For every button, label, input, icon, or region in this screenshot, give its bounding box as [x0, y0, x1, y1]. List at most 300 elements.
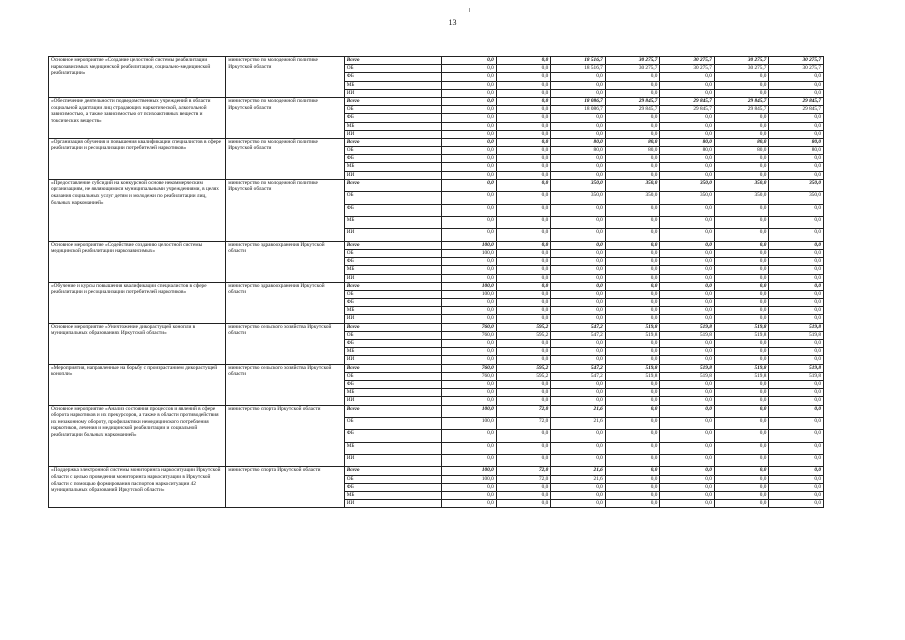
amount-cell: 350,0 — [714, 192, 769, 204]
amount-cell: 0,0 — [714, 315, 769, 323]
amount-cell: 0,0 — [496, 282, 551, 290]
amount-cell: 0,0 — [496, 138, 551, 146]
amount-cell: 80,0 — [714, 138, 769, 146]
funding-source-cell: ФБ — [344, 73, 442, 81]
amount-cell: 30 275,7 — [605, 57, 660, 65]
amount-cell: 0,0 — [496, 455, 551, 467]
amount-cell: 0,0 — [769, 405, 824, 417]
amount-cell: 350,0 — [551, 192, 606, 204]
amount-cell: 0,0 — [496, 106, 551, 114]
amount-cell: 72,0 — [496, 405, 551, 417]
amount-cell: 519,8 — [714, 331, 769, 339]
amount-cell: 0,0 — [714, 163, 769, 171]
amount-cell: 0,0 — [496, 216, 551, 228]
amount-cell: 0,0 — [605, 290, 660, 298]
page-number: 13 — [448, 18, 457, 27]
amount-cell: 0,0 — [442, 397, 497, 405]
amount-cell: 0,0 — [605, 114, 660, 122]
amount-cell: 0,0 — [660, 389, 715, 397]
amount-cell: 0,0 — [442, 340, 497, 348]
table-row — [49, 467, 824, 475]
amount-cell: 0,0 — [605, 171, 660, 179]
amount-cell: 0,0 — [660, 467, 715, 475]
funding-source-cell: ИИ — [344, 89, 442, 97]
amount-cell: 30 275,7 — [660, 57, 715, 65]
amount-cell: 0,0 — [442, 299, 497, 307]
amount-cell: 0,0 — [660, 258, 715, 266]
funding-source-cell: ИИ — [344, 500, 442, 508]
amount-cell: 0,0 — [714, 73, 769, 81]
amount-cell: 29 845,7 — [769, 106, 824, 114]
amount-cell: 0,0 — [496, 315, 551, 323]
amount-cell: 0,0 — [442, 65, 497, 73]
table-row — [49, 138, 824, 146]
amount-cell: 0,0 — [769, 258, 824, 266]
amount-cell: 21,6 — [551, 417, 606, 429]
amount-cell: 0,0 — [551, 500, 606, 508]
amount-cell: 519,8 — [660, 364, 715, 372]
amount-cell: 0,0 — [714, 467, 769, 475]
amount-cell: 595,2 — [496, 323, 551, 331]
amount-cell: 0,0 — [660, 380, 715, 388]
amount-cell: 0,0 — [605, 492, 660, 500]
funding-source-cell: ИИ — [344, 274, 442, 282]
amount-cell: 0,0 — [714, 89, 769, 97]
amount-cell: 100,0 — [442, 405, 497, 417]
funding-source-cell: ОБ — [344, 331, 442, 339]
amount-cell: 0,0 — [442, 348, 497, 356]
amount-cell: 595,2 — [496, 364, 551, 372]
funding-source-cell: ФБ — [344, 483, 442, 491]
amount-cell: 350,0 — [605, 179, 660, 191]
amount-cell: 0,0 — [605, 258, 660, 266]
amount-cell: 0,0 — [605, 307, 660, 315]
amount-cell: 0,0 — [714, 397, 769, 405]
amount-cell: 29 845,7 — [605, 97, 660, 105]
amount-cell: 519,8 — [660, 323, 715, 331]
amount-cell: 29 845,7 — [714, 106, 769, 114]
event-name-cell: Основное мероприятие «Уничтожение дикорастущей конопли в муниципальных образованиях Иркутской области» — [49, 323, 226, 364]
funding-source-cell: Всего — [344, 179, 442, 191]
amount-cell: 0,0 — [605, 356, 660, 364]
amount-cell: 0,0 — [769, 73, 824, 81]
amount-cell: 0,0 — [769, 204, 824, 216]
amount-cell: 0,0 — [551, 397, 606, 405]
amount-cell: 29 845,7 — [714, 97, 769, 105]
amount-cell: 0,0 — [714, 475, 769, 483]
funding-source-cell: ИИ — [344, 356, 442, 364]
funding-source-cell: Всего — [344, 241, 442, 249]
amount-cell: 519,8 — [660, 331, 715, 339]
amount-cell: 0,0 — [496, 192, 551, 204]
funding-source-cell: ОБ — [344, 372, 442, 380]
amount-cell: 0,0 — [551, 155, 606, 163]
amount-cell: 0,0 — [714, 282, 769, 290]
amount-cell: 0,0 — [714, 389, 769, 397]
amount-cell: 0,0 — [660, 442, 715, 454]
funding-source-cell: ОБ — [344, 417, 442, 429]
funding-source-cell: МБ — [344, 442, 442, 454]
amount-cell: 350,0 — [551, 179, 606, 191]
funding-source-cell: МБ — [344, 122, 442, 130]
amount-cell: 0,0 — [605, 389, 660, 397]
table-row — [49, 57, 824, 65]
amount-cell: 350,0 — [769, 192, 824, 204]
amount-cell: 30 275,7 — [714, 65, 769, 73]
amount-cell: 0,0 — [551, 282, 606, 290]
amount-cell: 0,0 — [605, 417, 660, 429]
executor-cell: министерство спорта Иркутской области — [226, 405, 345, 467]
amount-cell: 0,0 — [442, 122, 497, 130]
amount-cell: 760,0 — [442, 364, 497, 372]
amount-cell: 0,0 — [496, 130, 551, 138]
amount-cell: 0,0 — [660, 114, 715, 122]
amount-cell: 0,0 — [551, 171, 606, 179]
amount-cell: 0,0 — [714, 122, 769, 130]
table-row — [49, 97, 824, 105]
amount-cell: 0,0 — [496, 155, 551, 163]
amount-cell: 0,0 — [605, 348, 660, 356]
executor-cell: министерство по молодежной политике Иркутской области — [226, 97, 345, 138]
amount-cell: 0,0 — [605, 430, 660, 442]
amount-cell: 0,0 — [660, 397, 715, 405]
amount-cell: 0,0 — [442, 89, 497, 97]
amount-cell: 0,0 — [496, 442, 551, 454]
funding-source-cell: Всего — [344, 138, 442, 146]
amount-cell: 0,0 — [769, 290, 824, 298]
amount-cell: 0,0 — [442, 163, 497, 171]
amount-cell: 0,0 — [442, 114, 497, 122]
amount-cell: 0,0 — [551, 229, 606, 241]
amount-cell: 0,0 — [714, 405, 769, 417]
amount-cell: 0,0 — [769, 216, 824, 228]
amount-cell: 0,0 — [551, 216, 606, 228]
amount-cell: 72,0 — [496, 475, 551, 483]
amount-cell: 0,0 — [605, 500, 660, 508]
amount-cell: 0,0 — [551, 81, 606, 89]
funding-source-cell: ИИ — [344, 455, 442, 467]
amount-cell: 0,0 — [442, 216, 497, 228]
amount-cell: 519,8 — [605, 364, 660, 372]
amount-cell: 0,0 — [551, 122, 606, 130]
funding-source-cell: ФБ — [344, 114, 442, 122]
amount-cell: 0,0 — [605, 397, 660, 405]
amount-cell: 18 086,7 — [551, 97, 606, 105]
amount-cell: 72,0 — [496, 467, 551, 475]
amount-cell: 0,0 — [496, 65, 551, 73]
amount-cell: 0,0 — [660, 229, 715, 241]
amount-cell: 0,0 — [551, 241, 606, 249]
amount-cell: 0,0 — [714, 430, 769, 442]
amount-cell: 0,0 — [496, 492, 551, 500]
amount-cell: 760,0 — [442, 331, 497, 339]
amount-cell: 0,0 — [442, 442, 497, 454]
amount-cell: 0,0 — [442, 455, 497, 467]
amount-cell: 0,0 — [551, 114, 606, 122]
amount-cell: 0,0 — [660, 266, 715, 274]
funding-source-cell: ФБ — [344, 155, 442, 163]
amount-cell: 0,0 — [660, 274, 715, 282]
amount-cell: 30 275,7 — [660, 65, 715, 73]
amount-cell: 0,0 — [605, 299, 660, 307]
amount-cell: 547,2 — [551, 364, 606, 372]
amount-cell: 0,0 — [496, 389, 551, 397]
amount-cell: 0,0 — [605, 475, 660, 483]
amount-cell: 18 516,7 — [551, 65, 606, 73]
amount-cell: 0,0 — [714, 274, 769, 282]
amount-cell: 0,0 — [769, 348, 824, 356]
amount-cell: 0,0 — [551, 204, 606, 216]
amount-cell: 0,0 — [551, 442, 606, 454]
amount-cell: 0,0 — [660, 73, 715, 81]
amount-cell: 0,0 — [442, 57, 497, 65]
executor-cell: министерство спорта Иркутской области — [226, 467, 345, 508]
amount-cell: 0,0 — [660, 315, 715, 323]
amount-cell: 100,0 — [442, 282, 497, 290]
amount-cell: 0,0 — [442, 380, 497, 388]
executor-cell: министерство сельского хозяйства Иркутской области — [226, 364, 345, 405]
amount-cell: 0,0 — [442, 500, 497, 508]
amount-cell: 0,0 — [769, 274, 824, 282]
amount-cell: 760,0 — [442, 323, 497, 331]
amount-cell: 0,0 — [551, 290, 606, 298]
amount-cell: 519,8 — [605, 323, 660, 331]
amount-cell: 0,0 — [660, 282, 715, 290]
amount-cell: 0,0 — [551, 389, 606, 397]
amount-cell: 0,0 — [551, 266, 606, 274]
amount-cell: 0,0 — [769, 417, 824, 429]
funding-source-cell: ИИ — [344, 397, 442, 405]
amount-cell: 0,0 — [496, 163, 551, 171]
amount-cell: 0,0 — [769, 114, 824, 122]
amount-cell: 0,0 — [714, 241, 769, 249]
amount-cell: 519,8 — [714, 372, 769, 380]
amount-cell: 0,0 — [496, 179, 551, 191]
amount-cell: 0,0 — [714, 216, 769, 228]
executor-cell: министерство по молодежной политике Иркутской области — [226, 138, 345, 179]
funding-source-cell: МБ — [344, 163, 442, 171]
amount-cell: 0,0 — [714, 229, 769, 241]
amount-cell: 18 516,7 — [551, 57, 606, 65]
financing-table-body — [49, 57, 824, 508]
amount-cell: 0,0 — [551, 274, 606, 282]
amount-cell: 0,0 — [605, 340, 660, 348]
amount-cell: 100,0 — [442, 475, 497, 483]
amount-cell: 0,0 — [769, 397, 824, 405]
amount-cell: 0,0 — [496, 89, 551, 97]
amount-cell: 0,0 — [442, 356, 497, 364]
funding-source-cell: Всего — [344, 467, 442, 475]
amount-cell: 519,8 — [714, 323, 769, 331]
event-name-cell: «Организация обучения и повышения квалификации специалистов в сфере реабилитации и ресоциализации потребителей наркотиков» — [49, 138, 226, 179]
funding-source-cell: ОБ — [344, 65, 442, 73]
amount-cell: 0,0 — [551, 483, 606, 491]
amount-cell: 0,0 — [605, 274, 660, 282]
event-name-cell: «Мероприятия, направленные на борьбу с произрастанием дикорастущей конопли» — [49, 364, 226, 405]
funding-source-cell: МБ — [344, 389, 442, 397]
funding-source-cell: ИИ — [344, 315, 442, 323]
amount-cell: 0,0 — [714, 340, 769, 348]
amount-cell: 0,0 — [660, 130, 715, 138]
amount-cell: 0,0 — [660, 483, 715, 491]
amount-cell: 0,0 — [769, 315, 824, 323]
funding-source-cell: Всего — [344, 282, 442, 290]
amount-cell: 0,0 — [442, 73, 497, 81]
amount-cell: 0,0 — [769, 81, 824, 89]
amount-cell: 80,0 — [769, 138, 824, 146]
amount-cell: 0,0 — [660, 241, 715, 249]
amount-cell: 0,0 — [769, 171, 824, 179]
amount-cell: 29 845,7 — [660, 106, 715, 114]
amount-cell: 0,0 — [660, 500, 715, 508]
amount-cell: 0,0 — [714, 155, 769, 163]
amount-cell: 0,0 — [496, 122, 551, 130]
table-row — [49, 323, 824, 331]
amount-cell: 0,0 — [660, 348, 715, 356]
amount-cell: 0,0 — [660, 155, 715, 163]
funding-source-cell: Всего — [344, 97, 442, 105]
funding-source-cell: ФБ — [344, 299, 442, 307]
amount-cell: 0,0 — [714, 442, 769, 454]
amount-cell: 0,0 — [442, 171, 497, 179]
amount-cell: 0,0 — [496, 73, 551, 81]
amount-cell: 0,0 — [551, 89, 606, 97]
amount-cell: 0,0 — [714, 455, 769, 467]
amount-cell: 0,0 — [496, 274, 551, 282]
funding-source-cell: МБ — [344, 81, 442, 89]
amount-cell: 0,0 — [605, 155, 660, 163]
funding-source-cell: МБ — [344, 266, 442, 274]
amount-cell: 0,0 — [605, 249, 660, 257]
amount-cell: 0,0 — [496, 380, 551, 388]
amount-cell: 0,0 — [769, 389, 824, 397]
amount-cell: 72,0 — [496, 417, 551, 429]
funding-source-cell: МБ — [344, 492, 442, 500]
amount-cell: 0,0 — [769, 282, 824, 290]
amount-cell: 30 275,7 — [769, 57, 824, 65]
amount-cell: 350,0 — [660, 179, 715, 191]
amount-cell: 0,0 — [442, 307, 497, 315]
amount-cell: 0,0 — [769, 442, 824, 454]
funding-source-cell: Всего — [344, 57, 442, 65]
amount-cell: 0,0 — [769, 356, 824, 364]
amount-cell: 0,0 — [551, 163, 606, 171]
amount-cell: 547,2 — [551, 331, 606, 339]
amount-cell: 29 845,7 — [660, 97, 715, 105]
amount-cell: 0,0 — [605, 241, 660, 249]
amount-cell: 0,0 — [496, 114, 551, 122]
amount-cell: 0,0 — [442, 97, 497, 105]
amount-cell: 29 845,7 — [769, 97, 824, 105]
amount-cell: 80,0 — [605, 147, 660, 155]
amount-cell: 0,0 — [496, 171, 551, 179]
amount-cell: 0,0 — [496, 57, 551, 65]
table-row — [49, 241, 824, 249]
amount-cell: 0,0 — [605, 380, 660, 388]
amount-cell: 0,0 — [769, 500, 824, 508]
table-row — [49, 179, 824, 191]
funding-source-cell: ОБ — [344, 249, 442, 257]
event-name-cell: «Обеспечение деятельности подведомственных учреждений в области социальной адаптации лиц страдающих наркотической, алкогольной зависимостью, а также зависимостью от психоактивных веществ и токсических веществ» — [49, 97, 226, 138]
funding-source-cell: ИИ — [344, 171, 442, 179]
amount-cell: 0,0 — [714, 130, 769, 138]
amount-cell: 0,0 — [769, 455, 824, 467]
amount-cell: 0,0 — [714, 258, 769, 266]
funding-source-cell: Всего — [344, 364, 442, 372]
amount-cell: 0,0 — [551, 380, 606, 388]
amount-cell: 0,0 — [660, 81, 715, 89]
amount-cell: 0,0 — [496, 249, 551, 257]
amount-cell: 0,0 — [442, 266, 497, 274]
amount-cell: 0,0 — [714, 171, 769, 179]
amount-cell: 0,0 — [660, 475, 715, 483]
amount-cell: 0,0 — [660, 430, 715, 442]
amount-cell: 0,0 — [605, 73, 660, 81]
amount-cell: 0,0 — [442, 179, 497, 191]
amount-cell: 0,0 — [496, 266, 551, 274]
amount-cell: 0,0 — [660, 163, 715, 171]
amount-cell: 595,2 — [496, 372, 551, 380]
table-row — [49, 405, 824, 417]
amount-cell: 0,0 — [714, 492, 769, 500]
table-row — [49, 364, 824, 372]
amount-cell: 30 275,7 — [714, 57, 769, 65]
amount-cell: 519,8 — [660, 372, 715, 380]
amount-cell: 0,0 — [605, 229, 660, 241]
amount-cell: 0,0 — [442, 155, 497, 163]
amount-cell: 0,0 — [442, 315, 497, 323]
funding-source-cell: ИИ — [344, 229, 442, 241]
amount-cell: 0,0 — [605, 216, 660, 228]
amount-cell: 0,0 — [605, 163, 660, 171]
funding-source-cell: ОБ — [344, 106, 442, 114]
amount-cell: 0,0 — [605, 442, 660, 454]
amount-cell: 519,8 — [605, 372, 660, 380]
amount-cell: 0,0 — [660, 171, 715, 179]
funding-source-cell: ФБ — [344, 258, 442, 266]
amount-cell: 30 275,7 — [769, 65, 824, 73]
amount-cell: 0,0 — [769, 483, 824, 491]
amount-cell: 0,0 — [605, 405, 660, 417]
funding-source-cell: ОБ — [344, 290, 442, 298]
amount-cell: 0,0 — [714, 114, 769, 122]
amount-cell: 0,0 — [496, 348, 551, 356]
funding-source-cell: ИИ — [344, 130, 442, 138]
amount-cell: 0,0 — [769, 340, 824, 348]
amount-cell: 0,0 — [714, 348, 769, 356]
funding-source-cell: МБ — [344, 348, 442, 356]
funding-source-cell: МБ — [344, 307, 442, 315]
amount-cell: 0,0 — [442, 204, 497, 216]
amount-cell: 0,0 — [551, 249, 606, 257]
amount-cell: 0,0 — [496, 97, 551, 105]
amount-cell: 0,0 — [769, 467, 824, 475]
event-name-cell: Основное мероприятие «Содействие созданию целостной системы медицинской реабилитации наркозависимых» — [49, 241, 226, 282]
amount-cell: 0,0 — [551, 340, 606, 348]
funding-source-cell: ОБ — [344, 475, 442, 483]
amount-cell: 0,0 — [605, 122, 660, 130]
amount-cell: 350,0 — [605, 192, 660, 204]
amount-cell: 0,0 — [660, 405, 715, 417]
amount-cell: 0,0 — [769, 307, 824, 315]
amount-cell: 0,0 — [605, 315, 660, 323]
amount-cell: 547,2 — [551, 372, 606, 380]
funding-source-cell: ОБ — [344, 147, 442, 155]
funding-source-cell: Всего — [344, 323, 442, 331]
amount-cell: 0,0 — [551, 492, 606, 500]
amount-cell: 0,0 — [442, 389, 497, 397]
amount-cell: 0,0 — [660, 122, 715, 130]
